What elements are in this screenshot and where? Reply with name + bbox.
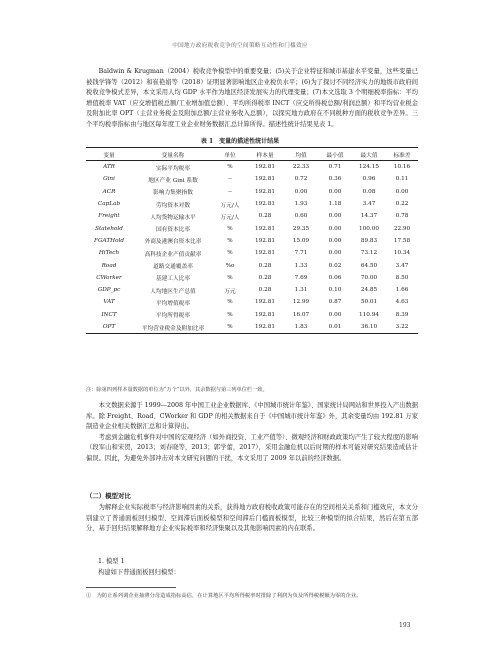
table-cell: 0.60 (294, 213, 308, 220)
table-cell: 7.69 (294, 274, 308, 281)
table-cell: 8.50 (395, 274, 409, 281)
table-cell: 17.58 (393, 237, 411, 244)
page-number: 193 (399, 622, 411, 629)
table-cell: 平均所得税率 (155, 313, 191, 320)
table-cell: % (227, 311, 233, 318)
table-cell: 1.93 (294, 201, 308, 208)
table-cell: 3.22 (386, 321, 418, 334)
table-cell: -- (228, 176, 232, 183)
table-row (86, 296, 418, 308)
table-cell: 0.28 (258, 262, 272, 269)
variable-symbol-cell: ACR (102, 188, 116, 195)
table-cell: 192.81 (255, 188, 275, 195)
table-cell: 0.96 (362, 176, 376, 183)
table-cell: 3.47 (362, 201, 376, 208)
header-cell: 标准差 (386, 148, 418, 161)
table-cell: 0.00 (328, 311, 342, 318)
table-cell: 0.71 (328, 164, 342, 171)
table-cell: % (214, 321, 246, 334)
table-row (86, 259, 418, 271)
table-cell: 50.01 (360, 299, 378, 306)
footnote-divider (86, 587, 176, 588)
table-cell: 平均营业税金及附加比率 (132, 321, 214, 334)
table-cell: 1.33 (294, 262, 308, 269)
table-cell: 0.02 (328, 262, 342, 269)
table-cell: 73.12 (360, 250, 378, 257)
table-cell: 16.07 (292, 311, 310, 318)
table-cell: 0.11 (395, 176, 409, 183)
header-cell: 样本量 (246, 148, 284, 161)
table-row (86, 272, 418, 284)
table-cell: 8.39 (395, 311, 409, 318)
table-cell: 人均货物运输水平 (150, 214, 196, 221)
table-cell: 道路交通覆盖率 (153, 264, 193, 271)
table-cell: -- (228, 188, 232, 195)
financial-crisis-text: 考虑到金融危机事件对中国的宏观经济（如外商投资、工业产值等）、微观经济和财政政策均产生了较大程度的影响（段军山和宋贺，2013；刘春晓等，2013；郭学蕾，2017），采用金融危机以后时期的样本可能对研究结果造成估计偏误。因此，为避免外部冲击对本文研究问题的干扰，本文采用了 2009 年以前的经济数据。 (86, 433, 418, 462)
table-cell: 192.81 (246, 321, 284, 334)
paragraph-model-comparison: 为解释企业实际税率与经济影响因素的关系，获得地方政府税收政策可能存在的空间相关关系和门槛效应，本文分别建立了普通面板回归模型、空间滞后面板模型和空间滞后门槛面板模型，比较三种模型的拟合结果，然后在第五部分，基于回归结果解释地方企业实际税率和经济集聚以及其他影响因素的内在联系。 (86, 504, 418, 533)
variable-symbol-cell: FGATHold (94, 237, 124, 244)
table-cell: 192.81 (255, 201, 275, 208)
table-cell: 万元 (224, 288, 236, 295)
table-cell: 64.50 (360, 262, 378, 269)
table-row (86, 173, 418, 185)
table-cell: 0.00 (328, 237, 342, 244)
descriptive-stats-table (86, 147, 418, 334)
variable-symbol-cell: Road (101, 262, 117, 269)
table-cell: % (227, 250, 233, 257)
table-cell: 12.99 (292, 299, 310, 306)
variable-symbol-cell: ATR (103, 164, 115, 171)
table-header-row (86, 148, 418, 161)
table-cell: 1.66 (395, 287, 409, 294)
table-cell: 0.00 (328, 250, 342, 257)
table-cell: 0.00 (328, 213, 342, 220)
variable-symbol-cell: Gini (103, 176, 115, 183)
table-cell: 110.94 (359, 311, 379, 318)
table-cell: 10.34 (393, 250, 411, 257)
table-cell: 0.22 (395, 201, 409, 208)
table-row (86, 284, 418, 296)
table-cell: 影响力集聚指数 (153, 190, 193, 197)
table-cell: 万元/人 (220, 202, 240, 209)
table-cell: 22.33 (292, 164, 310, 171)
header-cell: 最小值 (318, 148, 352, 161)
table-cell: 15.09 (292, 237, 310, 244)
variable-symbol-cell: GDP_pc (97, 287, 121, 294)
table-row (86, 210, 418, 222)
table-row (86, 235, 418, 247)
model-label: 1. 模型 1 (98, 558, 125, 565)
data-source-text: 本文数据来源于 1999—2008 年中国工业企业数据库、《中国城市统计年鉴》、国家统计局网站和世界投入产出数据库。除 Freight、Road、CWorker 和 GDP 的相关数据来自于《中国城市统计年鉴》外，其余变量均由 192.81 万家制造业企业相关数据汇总和计算得出。 (86, 402, 419, 431)
table-cell: 1.18 (328, 201, 342, 208)
variable-symbol-cell: INCT (101, 311, 117, 318)
table-cell: 国有资本比率 (155, 227, 191, 234)
header-cell: 变量 (86, 148, 132, 161)
table-cell: 10.16 (393, 164, 411, 171)
header-cell: 单位 (214, 148, 246, 161)
section-heading: （二）模型对比 (86, 492, 131, 500)
table-cell: 0.10 (328, 287, 342, 294)
table-cell: 万元/人 (220, 214, 240, 221)
table-cell: 实际平均税率 (155, 165, 191, 172)
table-cell: 14.37 (360, 213, 378, 220)
header-cell: 变量名称 (132, 148, 214, 161)
table-cell: 0.28 (258, 213, 272, 220)
table-cell: 平均增值税率 (155, 300, 191, 307)
table-cell: 0.00 (328, 225, 342, 232)
table-cell: 192.81 (255, 250, 275, 257)
table-row (86, 186, 418, 198)
table-cell: 地区产业 Gini 系数 (148, 177, 198, 184)
header-cell: 均值 (284, 148, 318, 161)
table-cell: 192.81 (255, 225, 275, 232)
table-row (86, 222, 418, 234)
table-cell: 24.85 (360, 287, 378, 294)
table-note: 注：除第四列样本量数据的单位为“万个”以外，其余数据与第三列单位栏一致。 (86, 387, 268, 393)
table-cell: % (227, 274, 233, 281)
table-cell: 3.47 (395, 262, 409, 269)
table-cell: 70.00 (360, 274, 378, 281)
table-cell: 劳均资本对数 (155, 202, 191, 209)
paragraph-variables: Baldwin & Krugman（2004）税收竞争模型中的重要变量；(5)关于企业特征和城市基建水平变量，这些变量已被钱学锋等（2012）和崔艳娟等（2018）证明显著影响地区企业税负水平；(6)为了探讨不同经济实力的地级市政府间税收竞争模式差异，本文采用人均 GDP 水平作为地区经济发展实力的代理变量；(7)本文选取 3 个明细税率指标：平均增值税率 VAT（应交增值税总额/工业增加值总额）、平均所得税率 INCT（应交所得税总额/利润总额）和平均营业税金及附加比率 OPT（主营业务税金及附加总额/主营业务收入总额），以探究地方政府在不同税种方面的税收竞争差异。三个平均税率指标由与地区每年度工业企业财务数据汇总计算所得。描述性统计结果见表 1。 (86, 68, 418, 128)
table-cell: 0.87 (328, 299, 342, 306)
table-cell: 192.81 (255, 299, 275, 306)
header-cell: 最大值 (352, 148, 386, 161)
variable-symbol-cell: Statehold (95, 225, 123, 232)
table-cell: 0.00 (395, 188, 409, 195)
table-title: 表 1 变量的描述性统计结果 (200, 138, 280, 145)
running-header: 中国地方政府税收竞争的空间策略互动性和门槛效应 (172, 43, 308, 49)
table-cell: 89.83 (360, 237, 378, 244)
table-cell: % (227, 225, 233, 232)
table-row (86, 198, 418, 210)
table-cell: 高科技企业产值贡献率 (144, 251, 202, 258)
table-cell: 0.00 (294, 188, 308, 195)
footnote: ① 为防止系列调企业抽薄分母造成指标高估，在计算地区平均所得税率时排除了利润为负及所得税税额为零的企业。 (86, 593, 362, 599)
table-cell: 22.90 (393, 225, 411, 232)
table-cell: 0.08 (362, 188, 376, 195)
table-cell: 192.81 (255, 164, 275, 171)
paragraph-data-source (86, 401, 418, 465)
table-cell: 0.01 (318, 321, 352, 334)
variable-symbol-cell: CapLab (97, 201, 121, 208)
table-cell: 0.28 (258, 287, 272, 294)
table-row (86, 321, 418, 334)
table-cell: % (227, 164, 233, 171)
table-row (86, 309, 418, 321)
variable-symbol-cell: OPT (86, 321, 132, 334)
table-cell: 0.00 (328, 188, 342, 195)
table-cell: 外商及港澳台资本比率 (144, 239, 202, 246)
table-cell: % (227, 237, 233, 244)
model-description: 构建如下普通面板回归模型： (98, 569, 180, 576)
variable-symbol-cell: HiTech (98, 250, 120, 257)
table-cell: 1.83 (284, 321, 318, 334)
variable-symbol-cell: VAT (103, 299, 115, 306)
table-cell: 192.81 (255, 237, 275, 244)
table-cell: %o (225, 262, 235, 269)
table-cell: 36.10 (352, 321, 386, 334)
variable-symbol-cell: Freight (98, 213, 120, 220)
table-cell: 192.81 (255, 176, 275, 183)
table-cell: 0.28 (258, 274, 272, 281)
table-cell: 0.72 (294, 176, 308, 183)
table-row (86, 247, 418, 259)
table-cell: 100.00 (359, 225, 379, 232)
table-cell: 基建工人比率 (155, 276, 191, 283)
table-row (86, 161, 418, 174)
table-cell: % (227, 299, 233, 306)
table-cell: 0.78 (395, 213, 409, 220)
variable-symbol-cell: CWorker (96, 274, 122, 281)
table-cell: 人均地区生产总值 (150, 288, 196, 295)
table-cell: 29.35 (292, 225, 310, 232)
table-cell: 4.63 (395, 299, 409, 306)
table-cell: 0.36 (328, 176, 342, 183)
table-cell: 0.06 (328, 274, 342, 281)
table-cell: 124.15 (359, 164, 379, 171)
table-cell: 1.31 (294, 287, 308, 294)
table-cell: 7.71 (294, 250, 308, 257)
table-cell: 192.81 (255, 311, 275, 318)
